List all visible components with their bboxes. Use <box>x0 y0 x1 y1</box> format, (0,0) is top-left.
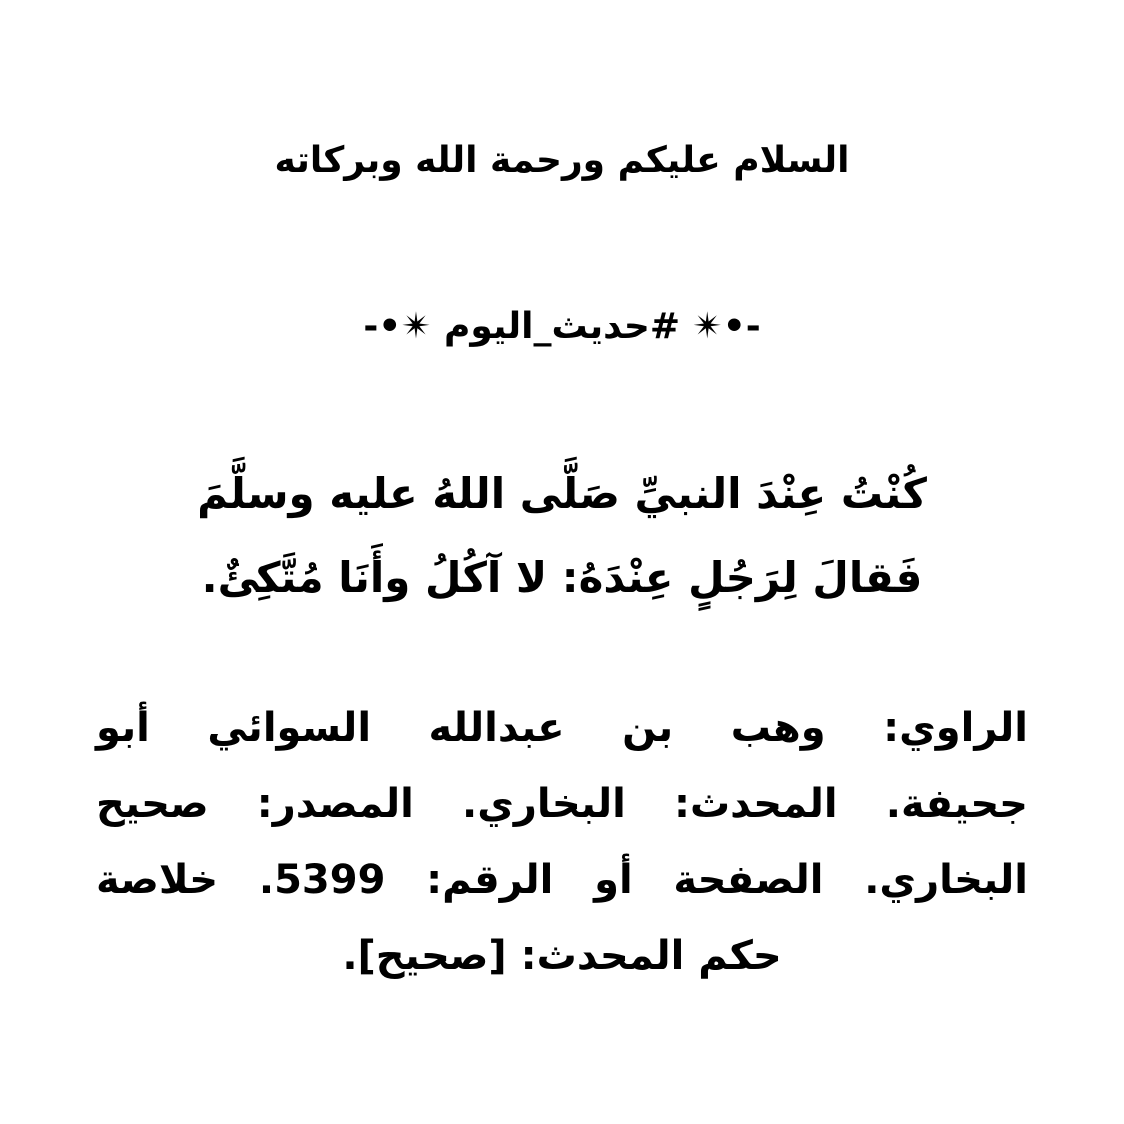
source-line: جحيفة. المحدث: البخاري. المصدر: صحيح <box>96 781 1028 827</box>
hadith-source <box>96 690 1028 994</box>
hadith-text <box>0 452 1124 620</box>
source-line: البخاري. الصفحة أو الرقم: 5399. خلاصة <box>96 857 1028 903</box>
greeting-heading: السلام عليكم ورحمة الله وبركاته <box>274 140 850 181</box>
hadith-line: فَقالَ لِرَجُلٍ عِنْدَهُ: لا آكُلُ وأَنَا مُتَّكِئٌ. <box>201 553 923 602</box>
source-line: الراوي: وهب بن عبدالله السوائي أبو <box>96 705 1028 751</box>
source-line: حكم المحدث: [صحيح]. <box>342 933 782 979</box>
hadith-of-the-day-tag: -•✴ #حديث_اليوم ✴•- <box>363 306 761 347</box>
hadith-line: كُنْتُ عِنْدَ النبيِّ صَلَّى اللهُ عليه وسلَّمَ <box>197 469 927 518</box>
